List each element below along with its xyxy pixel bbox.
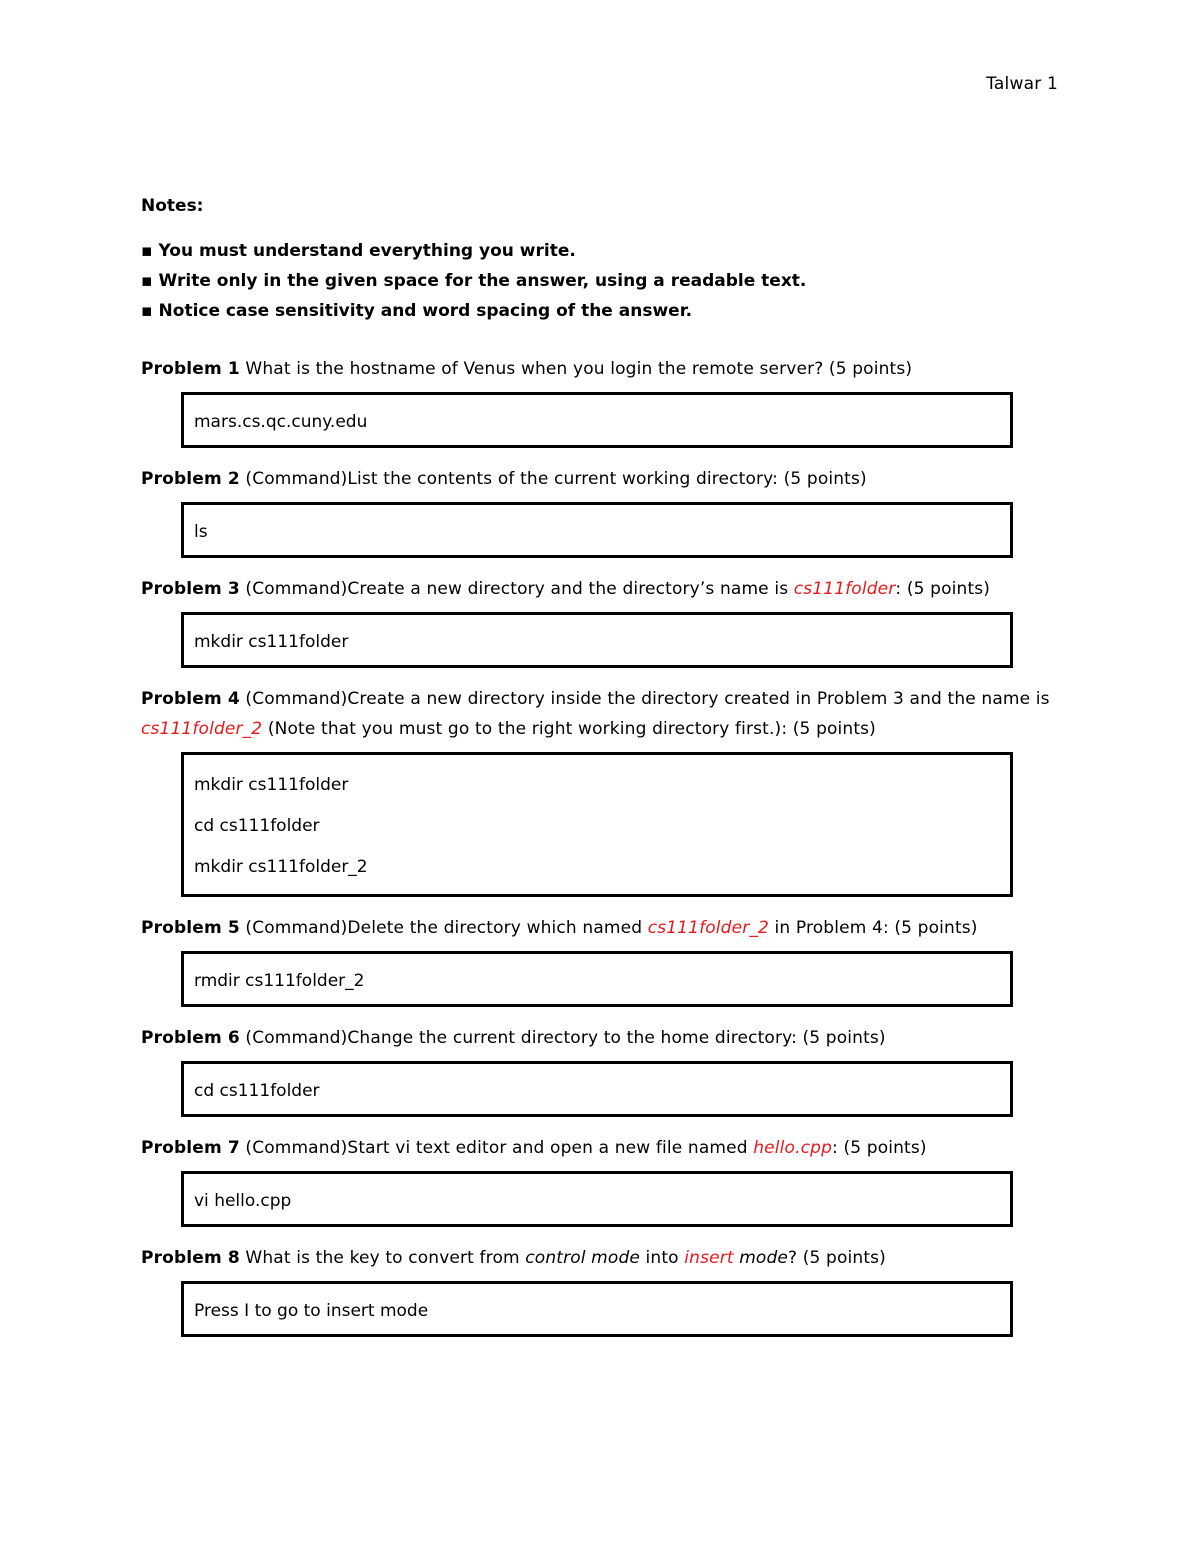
bullet-icon: ▪ [141,241,153,261]
italic-term: control mode [525,1248,640,1268]
problem-question: Problem 7 (Command)Start vi text editor and open a new file named hello.cpp: (5 points) [141,1138,927,1158]
notes-item: ▪ Notice case sensitivity and word spacing of the answer. [141,301,693,321]
problem-question: Problem 3 (Command)Create a new directory and the directory’s name is cs111folder: (5 points) [141,579,991,599]
answer-line: Press I to go to insert mode [194,1301,429,1321]
answer-line: mkdir cs111folder_2 [194,857,368,877]
notes-title: Notes: [141,196,204,216]
italic-term: mode [733,1248,789,1268]
answer-box[interactable] [181,951,1013,1007]
notes-list [141,236,1061,326]
answer-line: mkdir cs111folder [194,775,349,795]
problem-question: Problem 8 What is the key to convert from control mode into insert mode? (5 points) [141,1248,886,1268]
problem-label: Problem 1 [141,359,240,379]
highlighted-term: cs111folder_2 [141,719,263,739]
problem-question: Problem 5 (Command)Delete the directory which named cs111folder_2 in Problem 4: (5 points) [141,918,978,938]
problem-label: Problem 2 [141,469,240,489]
highlighted-term: cs111folder_2 [647,918,769,938]
answer-line: mkdir cs111folder [194,632,349,652]
problem-question: Problem 4 (Command)Create a new directory inside the directory created in Problem 3 and the name is cs111folder_2 (Note that you must go to the right working directory first.): (5 points) [141,689,1050,739]
answer-line: vi hello.cpp [194,1191,292,1211]
answer-line: rmdir cs111folder_2 [194,971,365,991]
highlighted-term: insert [684,1248,734,1268]
answer-box[interactable] [181,612,1013,668]
answer-box[interactable] [181,392,1013,448]
problem-2 [141,464,1061,558]
answer-box[interactable] [181,502,1013,558]
answer-line: cd cs111folder [194,816,320,836]
problem-3 [141,574,1061,668]
problem-label: Problem 5 [141,918,240,938]
problem-question: Problem 1 What is the hostname of Venus when you login the remote server? (5 points) [141,359,913,379]
problem-5 [141,913,1061,1007]
highlighted-term: cs111folder [793,579,896,599]
answer-box[interactable] [181,1171,1013,1227]
problem-question: Problem 6 (Command)Change the current directory to the home directory: (5 points) [141,1028,886,1048]
problem-label: Problem 4 [141,689,240,709]
problem-label: Problem 8 [141,1248,240,1268]
problem-1 [141,354,1061,448]
answer-box[interactable] [181,752,1013,897]
problem-6 [141,1023,1061,1117]
answer-box[interactable] [181,1281,1013,1337]
problem-label: Problem 6 [141,1028,240,1048]
document-body [141,196,1061,1353]
problem-7 [141,1133,1061,1227]
answer-box[interactable] [181,1061,1013,1117]
bullet-icon: ▪ [141,271,153,291]
notes-item: ▪ Write only in the given space for the answer, using a readable text. [141,271,807,291]
answer-line: ls [194,522,208,542]
answer-line: cd cs111folder [194,1081,320,1101]
problem-4 [141,684,1061,897]
bullet-icon: ▪ [141,301,153,321]
page-header: Talwar 1 [986,74,1058,94]
notes-item: ▪ You must understand everything you write. [141,241,576,261]
problem-8 [141,1243,1061,1337]
problem-question: Problem 2 (Command)List the contents of the current working directory: (5 points) [141,469,867,489]
problem-label: Problem 3 [141,579,240,599]
answer-line: mars.cs.qc.cuny.edu [194,412,368,432]
highlighted-term: hello.cpp [753,1138,833,1158]
problem-label: Problem 7 [141,1138,240,1158]
